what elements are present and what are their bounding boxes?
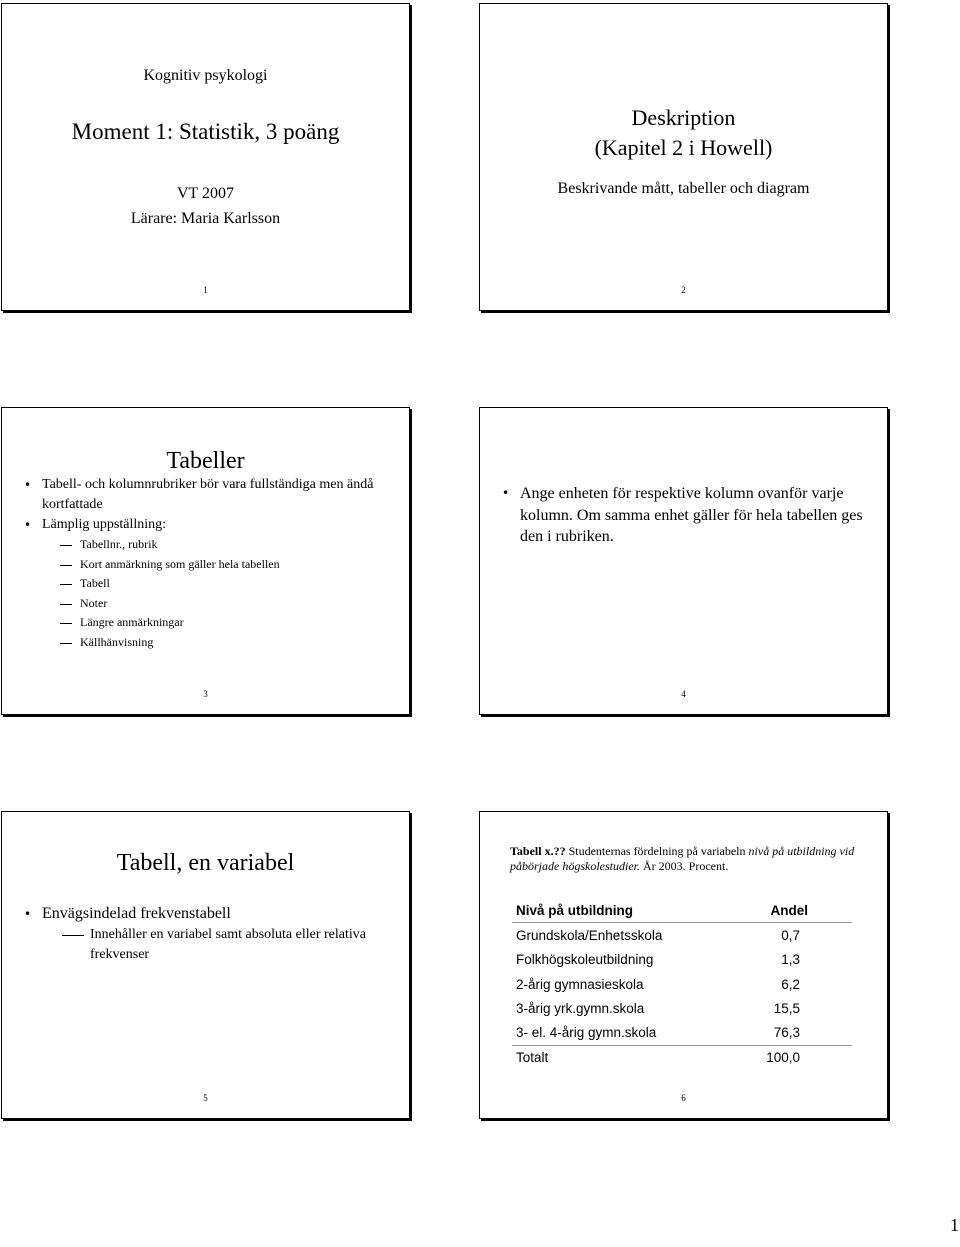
sub-item: Kort anmärkning som gäller hela tabellen <box>22 555 397 575</box>
table-cell: 0,7 <box>781 927 800 943</box>
page-number: 1 <box>950 1215 959 1235</box>
slide-number: 2 <box>681 285 686 295</box>
sub-item: Innehåller en variabel samt absoluta eller relativa frekvenser <box>22 925 397 965</box>
bullet-item: • Lämplig uppställning: <box>22 515 397 535</box>
table-row <box>512 996 852 1020</box>
table-row <box>512 948 852 972</box>
table-cell: 3- el. 4-årig gymn.skola <box>516 1025 657 1041</box>
bullet-list <box>22 903 397 965</box>
course-name: Kognitiv psykologi <box>143 67 268 84</box>
slide-number: 3 <box>203 689 208 699</box>
table-cell: Grundskola/Enhetsskola <box>516 927 663 943</box>
bullet-item: • Tabell- och kolumnrubriker bör vara fullständiga men ändå kortfattade <box>22 475 397 515</box>
table-total-row <box>512 1045 852 1070</box>
slide-1 <box>1 3 410 311</box>
sub-item: Tabellnr., rubrik <box>22 535 397 555</box>
table-cell: 2-årig gymnasieskola <box>516 976 644 992</box>
table-cell: 100,0 <box>766 1050 800 1066</box>
table-row <box>512 1020 852 1044</box>
table-cell: Folkhögskoleutbildning <box>516 952 654 968</box>
teacher: Lärare: Maria Karlsson <box>130 210 281 227</box>
slide-title: Tabell, en variabel <box>116 850 295 876</box>
caption-text: Studenternas fördelning på variabeln <box>568 844 746 858</box>
slide-number: 1 <box>203 285 208 295</box>
slide-number: 6 <box>681 1093 686 1103</box>
table-row <box>512 923 852 947</box>
bullet-item: • Ange enheten för respektive kolumn ovanför varje kolumn. Om samma enhet gäller för hela tabellen ges den i rubriken. <box>500 483 873 548</box>
slide-6 <box>479 811 888 1119</box>
table-cell: 1,3 <box>781 952 800 968</box>
slide-title: Tabeller <box>166 448 245 474</box>
table-caption <box>510 844 869 874</box>
sub-item: Tabell <box>22 574 397 594</box>
slide-2 <box>479 3 888 311</box>
table-cell: 3-årig yrk.gymn.skola <box>516 1000 645 1016</box>
sub-item: Källhänvisning <box>22 633 397 653</box>
table-cell: Totalt <box>516 1050 549 1066</box>
slide-3 <box>1 407 410 715</box>
slide-5 <box>1 811 410 1119</box>
slide-title-line-2: (Kapitel 2 i Howell) <box>594 135 773 160</box>
slide-number: 4 <box>681 689 686 699</box>
bullet-list <box>22 475 397 652</box>
term: VT 2007 <box>176 185 235 202</box>
frequency-table <box>512 898 852 1070</box>
slide-title: Deskription <box>631 105 736 130</box>
column-header: Andel <box>770 902 808 918</box>
sub-item: Längre anmärkningar <box>22 613 397 633</box>
table-cell: 6,2 <box>781 976 800 992</box>
slide-title: Moment 1: Statistik, 3 poäng <box>71 119 340 144</box>
slide-subtitle: Beskrivande mått, tabeller och diagram <box>557 180 810 197</box>
slide-number: 5 <box>203 1093 208 1103</box>
bullet-list <box>500 483 873 548</box>
column-header: Nivå på utbildning <box>516 902 633 918</box>
bullet-item: • Envägsindelad frekvenstabell <box>22 903 397 925</box>
table-row <box>512 972 852 996</box>
caption-tail: År 2003. Procent. <box>643 859 729 873</box>
table-header <box>512 898 852 923</box>
caption-label: Tabell x.?? <box>510 844 566 858</box>
slide-4 <box>479 407 888 715</box>
table-cell: 76,3 <box>773 1025 800 1041</box>
caption-variable: nivå på utbildning vid påbörjade högskolestudier. <box>510 844 855 873</box>
table-cell: 15,5 <box>773 1000 800 1016</box>
sub-item: Noter <box>22 594 397 614</box>
